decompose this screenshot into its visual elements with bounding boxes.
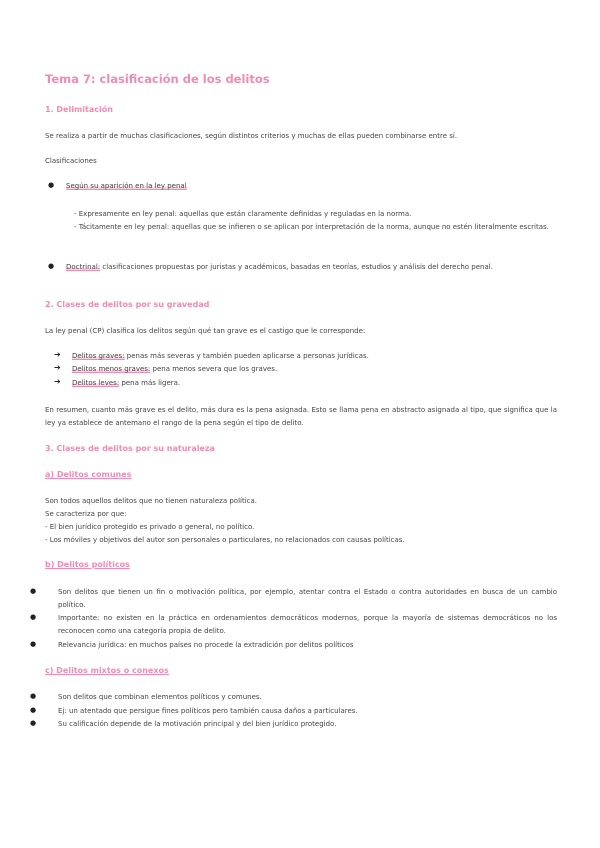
bullet-icon: ● [30,706,37,714]
arrow-right-icon: ➔ [54,363,61,372]
bullet-icon: ● [48,262,55,270]
gravity-item [72,350,369,363]
gravity-description: pena más ligera. [119,379,181,387]
sub-item-expresamente: - Expresamente en ley penal: aquellas que están claramente definidas y reguladas en la norma. [74,210,412,218]
gravity-term: Delitos leves: [72,379,120,387]
gravity-term: Delitos menos graves: [72,365,151,373]
classifications-label: Clasificaciones [45,157,97,165]
classification-item-doctrinal [66,261,557,274]
comunes-line: Son todos aquellos delitos que no tienen naturaleza política. [45,497,258,505]
section-2-intro: La ley penal (CP) clasifica los delitos según qué tan grave es el castigo que le corresponde: [45,327,366,335]
sub-item-tacitamente: - Tácitamente en ley penal: aquellas que se infieren o se aplican por interpretación de la norma, aunque no estén literalmente escritas. [74,223,549,231]
classification-term: Doctrinal: [66,263,101,271]
mixtos-item: Son delitos que combinan elementos políticos y comunes. [58,693,262,701]
gravity-description: pena menos severa que los graves. [150,365,278,373]
bullet-icon: ● [30,719,37,727]
comunes-line: - Los móviles y objetivos del autor son personales o particulares, no relacionados con causas políticas. [45,536,405,544]
arrow-right-icon: ➔ [54,377,61,386]
section-3-heading: 3. Clases de delitos por su naturaleza [45,444,215,453]
politicos-item: Relevancia jurídica: en muchos países no procede la extradición por delitos políticos [58,641,354,649]
gravity-description: penas más severas y también pueden aplicarse a personas jurídicas. [124,352,369,360]
mixtos-item: Su calificación depende de la motivación principal y del bien jurídico protegido. [58,720,337,728]
politicos-item: Importante: no existen en la práctica en ordenamientos democráticos modernos, porque la mayoría de sistemas democráticos no los reconocen como una categoría propia de delito. [58,614,557,635]
subsection-b-heading: b) Delitos políticos [45,560,130,569]
bullet-icon: ● [30,692,37,700]
bullet-icon: ● [48,181,55,189]
section-2-summary: En resumen, cuanto más grave es el delito, más dura es la pena asignada. Esto se llama pena en abstracto asignada al tipo, que significa que la ley ya establece de antemano el rango de la pena según el tipo de delito. [45,406,557,427]
comunes-line: - El bien jurídico protegido es privado o general, no político. [45,523,255,531]
subsection-a-heading: a) Delitos comunes [45,470,132,479]
politicos-item: Son delitos que tienen un fin o motivación política, por ejemplo, atentar contra el Estado o contra autoridades en busca de un cambio político. [58,588,557,609]
gravity-item [72,377,180,390]
page-title: Tema 7: clasificación de los delitos [45,72,270,86]
arrow-right-icon: ➔ [54,350,61,359]
section-1-heading: 1. Delimitación [45,105,113,114]
section-2-heading: 2. Clases de delitos por su gravedad [45,300,210,309]
classification-description: clasificaciones propuestas por juristas y académicos, basadas en teorías, estudios y análisis del derecho penal. [100,263,493,271]
bullet-icon: ● [30,640,37,648]
mixtos-item: Ej: un atentado que persigue fines políticos pero también causa daños a particulares. [58,707,358,715]
gravity-item [72,363,277,376]
bullet-icon: ● [30,587,37,595]
classification-item-ley-penal [66,180,187,193]
classification-term: Según su aparición en la ley penal [66,182,187,190]
bullet-icon: ● [30,613,37,621]
subsection-c-heading: c) Delitos mixtos o conexos [45,666,169,675]
comunes-line: Se caracteriza por que: [45,510,127,518]
gravity-term: Delitos graves: [72,352,125,360]
section-1-intro: Se realiza a partir de muchas clasificaciones, según distintos criterios y muchas de ellas pueden combinarse entre sí. [45,132,458,140]
